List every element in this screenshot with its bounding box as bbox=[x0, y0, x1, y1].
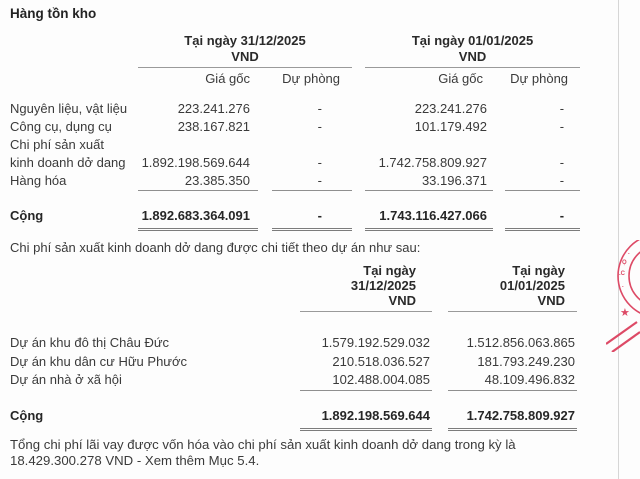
period-currency: VND bbox=[388, 293, 416, 308]
provision-prior-value: - bbox=[559, 101, 565, 116]
row-label: Chi phí sản xuất kinh doanh dở dang bbox=[10, 137, 126, 170]
provision-prior-value: - bbox=[559, 173, 565, 188]
cost-prior-value: 223.241.276 bbox=[414, 101, 488, 116]
project-detail-table bbox=[10, 263, 577, 431]
stamp-star-icon: ★ bbox=[620, 307, 630, 319]
provision-prior-value: - bbox=[559, 119, 565, 134]
svg-text:.C: .C bbox=[619, 271, 625, 277]
svg-text:Ọ: Ọ bbox=[622, 260, 627, 266]
table-row bbox=[10, 136, 580, 172]
official-stamp-icon bbox=[606, 240, 640, 352]
table-row bbox=[10, 334, 577, 353]
project-label: Dự án khu đô thị Châu Đức bbox=[10, 335, 170, 350]
project-total-row bbox=[10, 402, 577, 431]
project-label: Dự án khu dân cư Hữu Phước bbox=[10, 353, 188, 369]
project-value-current: 1.579.192.529.032 bbox=[321, 335, 430, 350]
provision-current-value: - bbox=[317, 119, 323, 134]
table-row bbox=[10, 172, 580, 190]
total-provision-prior: - bbox=[505, 202, 580, 231]
cost-current-value: 23.385.350 bbox=[184, 173, 250, 188]
svg-text:.: . bbox=[628, 250, 630, 256]
provision-current-value: - bbox=[317, 173, 323, 188]
project-label: Dự án nhà ở xã hội bbox=[10, 372, 122, 387]
period-line1: Tại ngày bbox=[512, 263, 565, 278]
col-header-provision-current: Dự phòng bbox=[282, 71, 341, 86]
col-header-cost-prior: Giá gốc bbox=[438, 71, 484, 86]
footer-note: Tổng chi phí lãi vay được vốn hóa vào chi phí sản xuất kinh doanh dở dang trong kỳ là 18.429.300.278 VND - Xem thêm Mục 5.4. bbox=[10, 437, 516, 468]
total-provision-current: - bbox=[272, 202, 352, 231]
period-header-current bbox=[138, 33, 352, 68]
period-line2: 01/01/2025 bbox=[499, 278, 565, 293]
cost-prior-value: 33.196.371 bbox=[421, 173, 488, 188]
row-label: Hàng hóa bbox=[10, 173, 67, 188]
period-title-current: Tại ngày 31/12/2025 bbox=[184, 33, 306, 48]
project-period-header-current bbox=[300, 263, 432, 312]
table-row bbox=[10, 371, 577, 390]
inventory-table bbox=[10, 33, 580, 231]
period-line2: 31/12/2025 bbox=[350, 278, 416, 293]
cost-prior-value: 1.742.758.809.927 bbox=[378, 155, 488, 170]
period-title-prior: Tại ngày 01/01/2025 bbox=[411, 33, 534, 48]
period-currency-current: VND bbox=[231, 49, 259, 64]
total-cost-current: 1.892.683.364.091 bbox=[138, 202, 258, 231]
svg-text:.: . bbox=[622, 283, 624, 289]
row-label: Công cụ, dụng cụ bbox=[10, 119, 112, 134]
project-total-prior: 1.742.758.809.927 bbox=[448, 402, 577, 431]
inventory-total-row bbox=[10, 202, 580, 231]
provision-current-value: - bbox=[317, 155, 323, 170]
cost-current-value: 238.167.821 bbox=[177, 119, 250, 134]
period-currency-prior: VND bbox=[458, 49, 487, 64]
total-label: Cộng bbox=[10, 407, 44, 423]
period-currency: VND bbox=[537, 293, 565, 308]
project-value-current: 102.488.004.085 bbox=[332, 372, 430, 387]
table-row bbox=[10, 353, 577, 372]
row-label: Nguyên liệu, vật liệu bbox=[10, 101, 128, 116]
provision-prior-value: - bbox=[559, 155, 565, 170]
col-header-cost-current: Giá gốc bbox=[205, 71, 250, 86]
col-header-provision-prior: Dự phòng bbox=[510, 71, 569, 86]
cost-prior-value: 101.179.492 bbox=[414, 119, 488, 134]
period-line1: Tại ngày bbox=[363, 263, 416, 278]
project-value-current: 210.518.036.527 bbox=[332, 353, 430, 369]
provision-current-value: - bbox=[317, 101, 323, 116]
cost-current-value: 223.241.276 bbox=[177, 101, 250, 116]
total-cost-prior: 1.743.116.427.066 bbox=[365, 202, 493, 231]
project-value-prior: 48.109.496.832 bbox=[484, 372, 575, 387]
table-row bbox=[10, 100, 580, 118]
project-value-prior: 1.512.856.063.865 bbox=[466, 335, 575, 350]
table-row bbox=[10, 118, 580, 136]
page-title: Hàng tồn kho bbox=[10, 6, 97, 21]
project-period-header-prior bbox=[448, 263, 577, 312]
project-value-prior: 181.793.249.230 bbox=[477, 353, 575, 369]
cost-current-value: 1.892.198.569.644 bbox=[141, 155, 250, 170]
period-header-prior bbox=[365, 33, 580, 68]
project-total-current: 1.892.198.569.644 bbox=[300, 402, 432, 431]
total-label: Cộng bbox=[10, 208, 44, 223]
inventory-note: Chi phí sản xuất kinh doanh dở dang được chi tiết theo dự án như sau: bbox=[10, 240, 421, 255]
